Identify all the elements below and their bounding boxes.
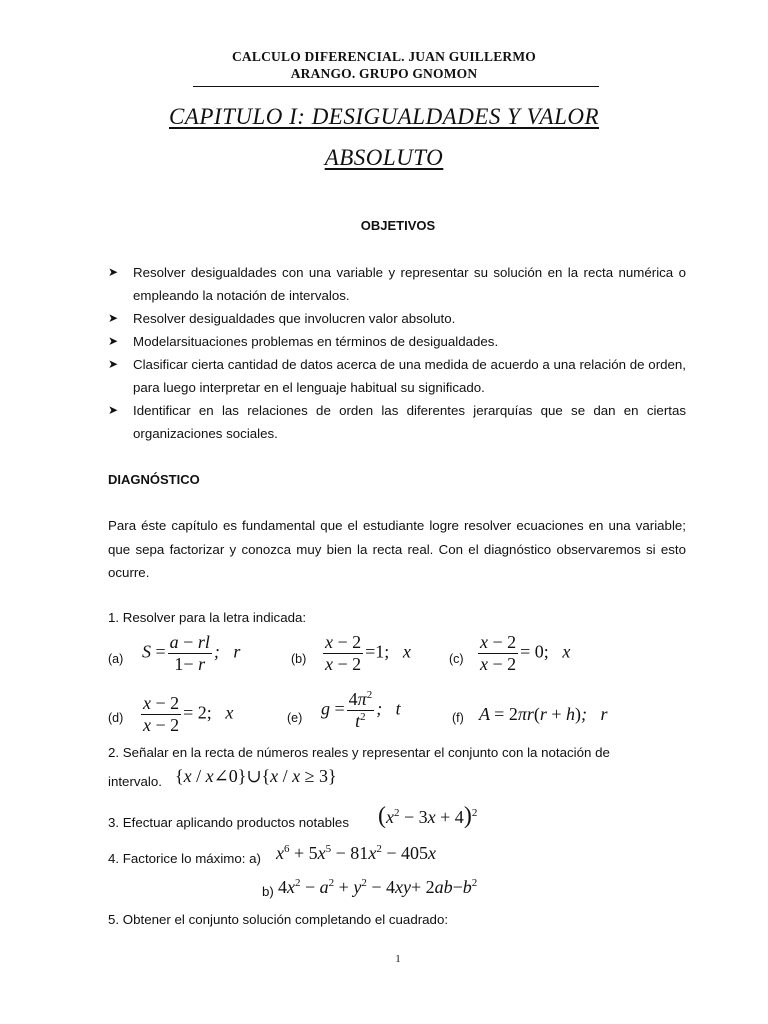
equation-e: g = $\frac{4\pi^2}{t^2}$ ; t [321,689,401,731]
diagnostic-intro: Para éste capítulo es fundamental que el estudiante logre resolver ecuaciones en una variable; que sepa factorizar y conozca muy bien la recta real. Con el diagnóstico observaremos si esto ocurre. [108,518,686,580]
equation-a: S = $\frac{a - rl}{1- r}$ ; r [142,632,241,674]
equation-set-union: {x / x∠0}∪{x / x ≥ 3} [175,766,337,786]
equation-b: $\frac{x - 2}{x - 2}$ =1; x [325,632,411,674]
header-line-1: CALCULO DIFERENCIAL. JUAN GUILLERMO [231,49,537,64]
chapter-title-line-2: ABSOLUTO [324,145,444,170]
equation-d: $\frac{x - 2}{x - 2}$ = 2; x [143,693,234,735]
objective-item: ➤ Resolver desigualdades con una variable y representar su solución en la recta numérica o empleando la notación de intervalos. [108,261,686,307]
exercise-5-prompt: 5. Obtener el conjunto solución completando el cuadrado: [108,912,449,927]
header-rule [193,86,599,87]
arrow-bullet-icon: ➤ [108,265,119,279]
exercise-2-prompt-cont: intervalo. [108,774,162,789]
exercise-3-prompt: 3. Efectuar aplicando productos notables [108,815,349,830]
header-line-2: ARANGO. GRUPO GNOMON [290,66,478,81]
exercise-1-prompt: 1. Resolver para la letra indicada: [108,610,307,625]
exercise-2-prompt: 2. Señalar en la recta de números reales y representar el conjunto con la notación de [108,745,610,760]
exercise-4-prompt: 4. Factorice lo máximo: a) [108,851,261,866]
arrow-bullet-icon: ➤ [108,334,119,348]
objectives-list [108,261,686,445]
objectives-title: OBJETIVOS [360,218,436,233]
label-e: (e) [287,711,303,725]
label-f: (f) [452,711,464,725]
equation-factor-b: $4x^2 - a^2 + y^2 - 4xy+ 2ab-b^2$ [278,877,478,897]
label-c: (c) [449,652,464,666]
arrow-bullet-icon: ➤ [108,357,119,371]
objective-item: ➤ Resolver desigualdades que involucren valor absoluto. [108,307,686,330]
diagnostic-title: DIAGNÓSTICO [108,472,200,487]
chapter-title-line-1: CAPITULO I: DESIGUALDADES Y VALOR [168,104,600,129]
equation-c: $\frac{x - 2}{x - 2}$ = 0; x [480,632,571,674]
objective-item: ➤ Clasificar cierta cantidad de datos acerca de una medida de acuerdo a una relación de orden, para luego interpretar en el lenguaje habitual su significado. [108,353,686,399]
equation-square-expansion: $(x^2 - 3x + 4)^2$ [378,803,478,829]
label-b: (b) [291,652,307,666]
page-number: 1 [395,953,401,965]
label-a: (a) [108,652,124,666]
exercise-4b-label: b) [262,884,274,899]
equation-f: A = 2πr(r + h); r [479,704,608,724]
label-d: (d) [108,711,124,725]
objective-item: ➤ Identificar en las relaciones de orden las diferentes jerarquías que se dan en ciertas organizaciones sociales. [108,399,686,445]
equation-factor-a: $x^6 + 5x^5 - 81x^2 - 405x$ [276,843,436,863]
arrow-bullet-icon: ➤ [108,311,119,325]
objective-item: ➤ Modelarsituaciones problemas en términos de desigualdades. [108,330,686,353]
arrow-bullet-icon: ➤ [108,403,119,417]
